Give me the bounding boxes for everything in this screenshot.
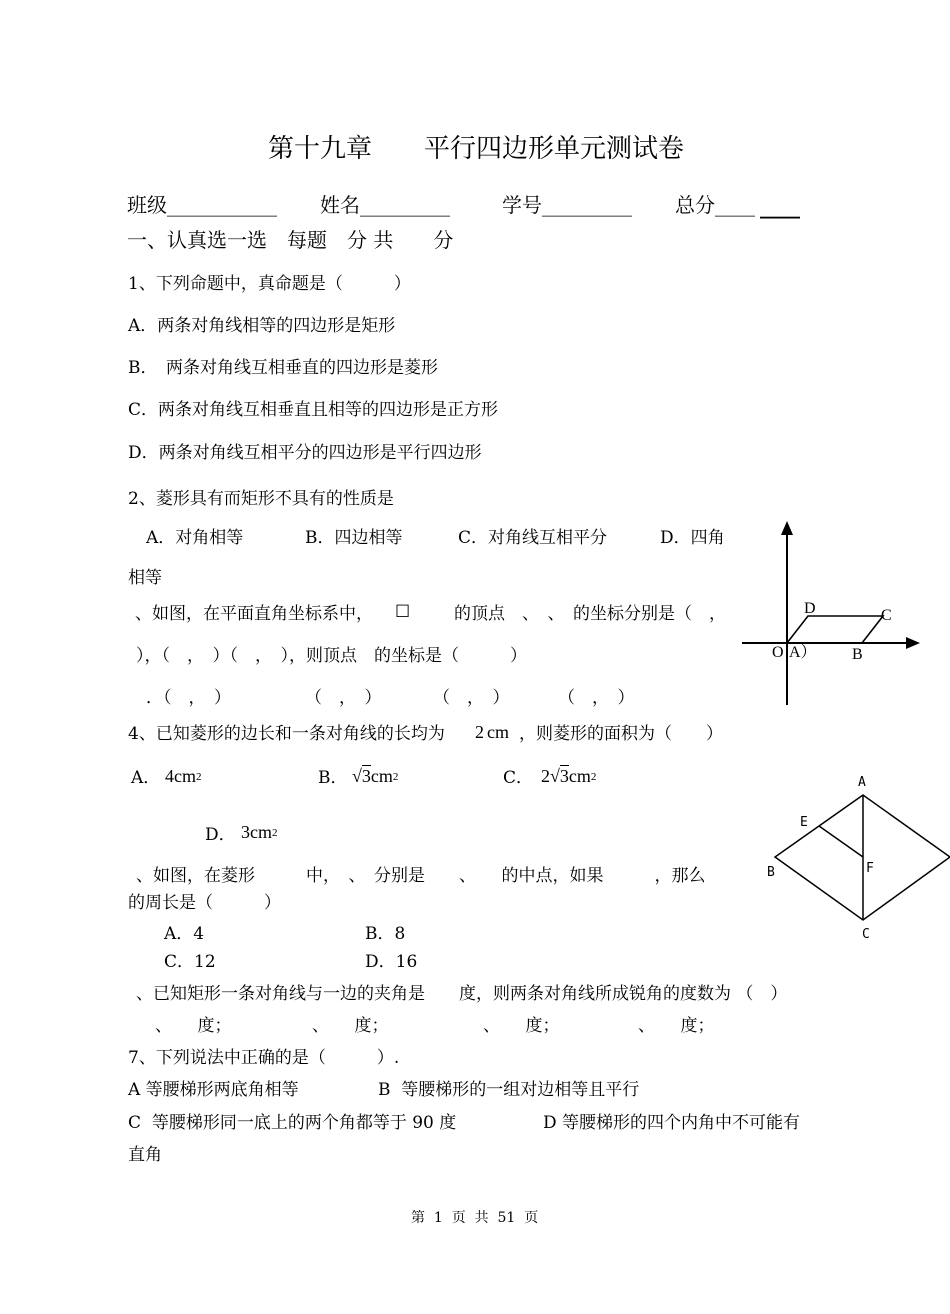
q4-stem-part1: 4、已知菱形的边长和一条对角线的长均为	[128, 724, 445, 744]
q4-side-length: 2 cm	[475, 722, 509, 742]
q7-option-c: C 等腰梯形同一底上的两个角都等于 90 度	[128, 1113, 457, 1133]
q6-option-d: 、 度；	[638, 1016, 715, 1036]
y-axis-arrow	[781, 521, 793, 535]
figure-label-e: E	[800, 815, 808, 830]
q7-option-a: A 等腰梯形两底角相等	[128, 1080, 299, 1100]
figure-label-o: O	[772, 644, 784, 661]
figure-label-b: B	[852, 646, 863, 663]
q4-stem-part2: ，则菱形的面积为（ ）	[519, 724, 723, 744]
q4-option-b-value: √3cm2	[352, 766, 399, 786]
q5-option-b: B．8	[365, 924, 406, 944]
q4-option-c-label: C．	[503, 768, 534, 788]
total-score-label: 总分____	[675, 193, 755, 217]
total-score-blank: ____	[760, 195, 800, 219]
q4-option-b-label: B．	[318, 768, 348, 788]
q3-line1-part1: 、如图，在平面直角坐标系中，	[135, 604, 373, 624]
figure-label-a: A）	[789, 644, 817, 661]
q7-option-d-continued: 直角	[128, 1145, 162, 1165]
page-title: 第十九章 平行四边形单元测试卷	[268, 134, 685, 164]
q4-option-c-value: 2√3cm2	[541, 766, 597, 786]
page-footer: 第 1 页 共 51 页	[411, 1210, 539, 1226]
segment-ef	[819, 826, 863, 857]
figure-label-f: F	[866, 861, 874, 876]
q3-option-b: （ ， ）	[305, 688, 382, 708]
x-axis-arrow	[906, 637, 920, 649]
q1-option-d: D．两条对角线互相平分的四边形是平行四边形	[128, 443, 482, 463]
parallelogram	[787, 616, 883, 643]
student-number-label: 学号_________	[502, 193, 632, 217]
name-field-label: 姓名_________	[320, 193, 450, 217]
figure-label-d: D	[804, 600, 816, 617]
q2-option-a: A．对角相等	[146, 528, 244, 548]
q1-option-b: B． 两条对角线互相垂直的四边形是菱形	[128, 358, 438, 378]
q3-option-d: （ ， ）	[558, 688, 635, 708]
q5-line2: 的周长是（ ）	[128, 893, 281, 913]
q1-option-a: A．两条对角线相等的四边形是矩形	[128, 316, 396, 336]
q7-option-b: B 等腰梯形的一组对边相等且平行	[378, 1080, 640, 1100]
q5-rhombus-figure	[770, 790, 950, 925]
q1-stem: 1、下列命题中，真命题是（ ）	[128, 274, 411, 294]
q2-stem: 2、菱形具有而矩形不具有的性质是	[128, 489, 394, 509]
q5-line1: 、如图，在菱形 中， 、 分别是 、 的中点，如果 ，那么	[136, 866, 706, 886]
q3-option-a: ．（ ， ）	[146, 688, 231, 708]
class-field-label: 班级___________	[127, 193, 277, 217]
figure-label-a: A	[858, 775, 866, 790]
q2-option-d: D．四角	[660, 528, 725, 548]
q3-line1-part2: 的顶点 、 、 的坐标分别是（ ，	[454, 604, 726, 624]
q6-stem: 、已知矩形一条对角线与一边的夹角是 度，则两条对角线所成锐角的度数为 （ ）	[136, 984, 788, 1004]
figure-label-b: B	[767, 865, 775, 880]
q6-option-b: 、 度；	[312, 1016, 389, 1036]
q3-line2: ），（ ， ）（ ， ），则顶点 的坐标是（ ）	[136, 646, 527, 666]
q5-option-d: D．16	[365, 952, 418, 972]
q4-option-d-value: 3cm2	[241, 822, 278, 842]
q5-option-c: C．12	[164, 952, 216, 972]
q3-option-c: （ ， ）	[433, 688, 510, 708]
figure-label-c: C	[881, 607, 892, 624]
parallelogram-symbol: ☐	[395, 602, 411, 622]
q7-stem: 7、下列说法中正确的是（ ）.	[128, 1048, 400, 1068]
section-heading: 一、认真选一选 每题 分 共 分	[127, 228, 454, 252]
q3-coordinate-figure	[740, 515, 930, 710]
q5-option-a: A．4	[164, 924, 205, 944]
q1-option-c: C．两条对角线互相垂直且相等的四边形是正方形	[128, 400, 499, 420]
q4-option-d-label: D．	[205, 825, 236, 845]
q4-option-a-label: A．	[131, 768, 161, 788]
q6-option-a: 、 度；	[155, 1016, 232, 1036]
figure-label-c: C	[862, 927, 870, 942]
q7-option-d: D 等腰梯形的四个内角中不可能有	[543, 1113, 801, 1133]
q2-option-c: C．对角线互相平分	[458, 528, 608, 548]
q4-option-a-value: 4cm2	[165, 766, 202, 786]
q2-option-d-continued: 相等	[128, 568, 162, 588]
q6-option-c: 、 度；	[483, 1016, 560, 1036]
q2-option-b: B．四边相等	[305, 528, 403, 548]
